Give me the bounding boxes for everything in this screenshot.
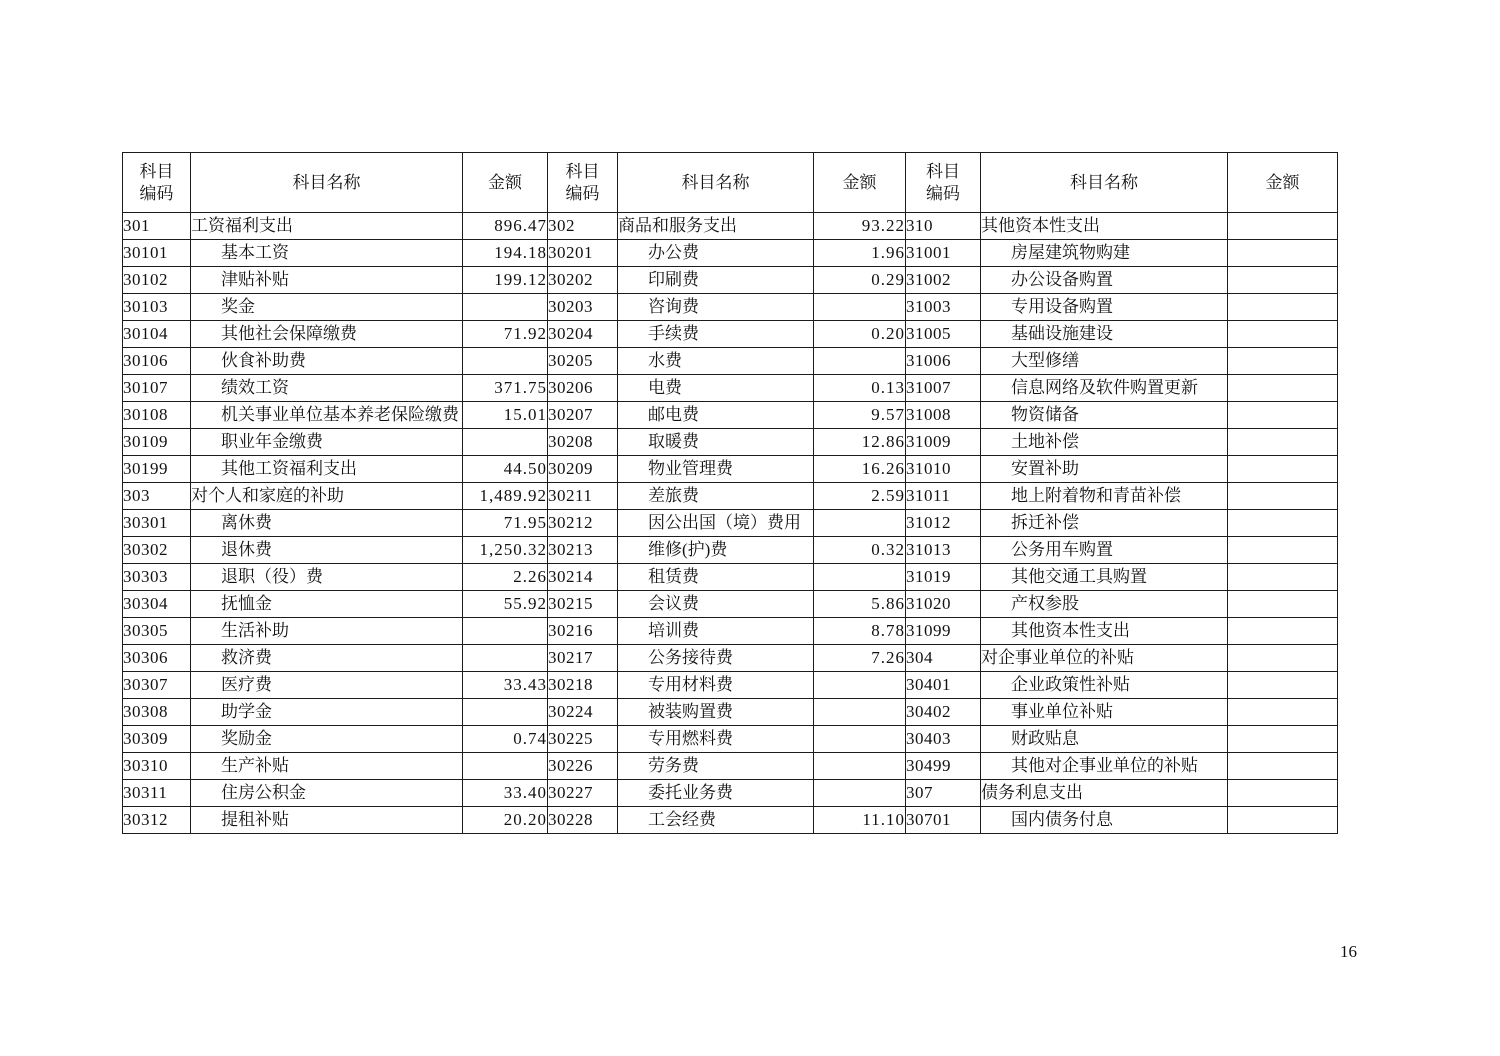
subject-code-cell: 30401 [906,672,981,699]
column-header-subject-code-2 [548,153,618,213]
subject-name-cell: 提租补贴 [191,807,463,834]
column-header-subject-name-2: 科目名称 [618,153,814,213]
amount-cell: 15.01 [463,402,548,429]
subject-name-cell: 工会经费 [618,807,814,834]
subject-code-cell: 30309 [123,726,191,753]
subject-name-cell: 基础设施建设 [981,321,1228,348]
table-row [123,726,1338,753]
subject-name-cell: 公务接待费 [618,645,814,672]
subject-name-cell: 其他资本性支出 [981,618,1228,645]
subject-code-cell: 30308 [123,699,191,726]
subject-code-cell: 30225 [548,726,618,753]
subject-name-cell: 津贴补贴 [191,267,463,294]
subject-name-cell: 其他社会保障缴费 [191,321,463,348]
table-row [123,753,1338,780]
amount-cell: 11.10 [814,807,906,834]
table-row [123,780,1338,807]
subject-name-cell: 差旅费 [618,483,814,510]
amount-cell [1228,375,1338,402]
amount-cell [1228,213,1338,240]
subject-code-cell: 30217 [548,645,618,672]
subject-code-cell: 30218 [548,672,618,699]
subject-name-cell: 手续费 [618,321,814,348]
subject-name-cell: 离休费 [191,510,463,537]
table-row [123,321,1338,348]
amount-cell: 55.92 [463,591,548,618]
subject-code-cell: 307 [906,780,981,807]
amount-cell [1228,294,1338,321]
subject-name-cell: 会议费 [618,591,814,618]
subject-code-cell: 30204 [548,321,618,348]
table-row [123,456,1338,483]
subject-name-cell: 委托业务费 [618,780,814,807]
amount-cell [1228,726,1338,753]
table-row [123,591,1338,618]
subject-code-cell: 30203 [548,294,618,321]
subject-code-cell: 30101 [123,240,191,267]
subject-code-cell: 303 [123,483,191,510]
amount-cell: 371.75 [463,375,548,402]
subject-code-cell: 31006 [906,348,981,375]
subject-code-cell: 31002 [906,267,981,294]
subject-code-cell: 30307 [123,672,191,699]
subject-name-cell: 退职（役）费 [191,564,463,591]
header-code-line1: 科目 [926,162,960,182]
amount-cell [1228,780,1338,807]
subject-name-cell: 因公出国（境）费用 [618,510,814,537]
header-code-line2: 编码 [926,183,960,203]
column-header-amount-3: 金额 [1228,153,1338,213]
subject-name-cell: 其他资本性支出 [981,213,1228,240]
subject-name-cell: 产权参股 [981,591,1228,618]
subject-name-cell: 其他工资福利支出 [191,456,463,483]
subject-name-cell: 救济费 [191,645,463,672]
subject-code-cell: 30312 [123,807,191,834]
amount-cell [814,780,906,807]
table-row [123,807,1338,834]
subject-name-cell: 医疗费 [191,672,463,699]
amount-cell [814,726,906,753]
amount-cell: 33.40 [463,780,548,807]
table-row [123,429,1338,456]
amount-cell [814,753,906,780]
subject-code-cell: 31008 [906,402,981,429]
subject-code-cell: 30306 [123,645,191,672]
subject-code-cell: 30305 [123,618,191,645]
amount-cell [463,429,548,456]
subject-name-cell: 劳务费 [618,753,814,780]
table-body [123,213,1338,834]
amount-cell [463,294,548,321]
amount-cell [463,348,548,375]
subject-code-cell: 30226 [548,753,618,780]
subject-name-cell: 退休费 [191,537,463,564]
table-row [123,348,1338,375]
subject-code-cell: 30206 [548,375,618,402]
table-row [123,618,1338,645]
subject-code-cell: 31012 [906,510,981,537]
subject-name-cell: 租赁费 [618,564,814,591]
amount-cell [463,699,548,726]
amount-cell: 20.20 [463,807,548,834]
subject-code-cell: 31003 [906,294,981,321]
subject-code-cell: 30108 [123,402,191,429]
subject-code-cell: 31099 [906,618,981,645]
subject-code-cell: 30303 [123,564,191,591]
subject-name-cell: 取暖费 [618,429,814,456]
subject-name-cell: 土地补偿 [981,429,1228,456]
subject-name-cell: 物业管理费 [618,456,814,483]
subject-code-cell: 31005 [906,321,981,348]
subject-name-cell: 拆迁补偿 [981,510,1228,537]
subject-code-cell: 301 [123,213,191,240]
subject-name-cell: 绩效工资 [191,375,463,402]
subject-code-cell: 30499 [906,753,981,780]
subject-code-cell: 30214 [548,564,618,591]
amount-cell [1228,510,1338,537]
subject-code-cell: 30205 [548,348,618,375]
amount-cell: 2.26 [463,564,548,591]
amount-cell: 9.57 [814,402,906,429]
subject-code-cell: 30227 [548,780,618,807]
column-header-subject-code-1 [123,153,191,213]
subject-name-cell: 事业单位补贴 [981,699,1228,726]
amount-cell [1228,483,1338,510]
amount-cell: 33.43 [463,672,548,699]
page-number: 16 [1340,942,1357,961]
amount-cell [1228,645,1338,672]
subject-code-cell: 304 [906,645,981,672]
amount-cell: 0.20 [814,321,906,348]
column-header-subject-name-1: 科目名称 [191,153,463,213]
amount-cell: 71.95 [463,510,548,537]
subject-name-cell: 房屋建筑物购建 [981,240,1228,267]
table-row [123,483,1338,510]
subject-code-cell: 30216 [548,618,618,645]
header-code-line2: 编码 [139,183,174,203]
amount-cell [463,753,548,780]
subject-name-cell: 奖励金 [191,726,463,753]
amount-cell [1228,564,1338,591]
subject-name-cell: 对企事业单位的补贴 [981,645,1228,672]
amount-cell: 1,489.92 [463,483,548,510]
subject-code-cell: 30211 [548,483,618,510]
subject-code-cell: 30209 [548,456,618,483]
subject-code-cell: 310 [906,213,981,240]
amount-cell: 0.29 [814,267,906,294]
subject-code-cell: 30107 [123,375,191,402]
table-row [123,564,1338,591]
subject-code-cell: 30224 [548,699,618,726]
subject-code-cell: 30104 [123,321,191,348]
subject-code-cell: 30701 [906,807,981,834]
table-row [123,267,1338,294]
subject-code-cell: 31009 [906,429,981,456]
subject-name-cell: 企业政策性补贴 [981,672,1228,699]
table-row [123,672,1338,699]
subject-name-cell: 水费 [618,348,814,375]
subject-name-cell: 被装购置费 [618,699,814,726]
subject-name-cell: 培训费 [618,618,814,645]
amount-cell: 896.47 [463,213,548,240]
amount-cell [1228,240,1338,267]
amount-cell: 44.50 [463,456,548,483]
amount-cell [1228,699,1338,726]
subject-name-cell: 公务用车购置 [981,537,1228,564]
subject-code-cell: 30301 [123,510,191,537]
subject-code-cell: 30402 [906,699,981,726]
amount-cell [1228,618,1338,645]
subject-code-cell: 30310 [123,753,191,780]
subject-name-cell: 其他对企事业单位的补贴 [981,753,1228,780]
subject-name-cell: 大型修缮 [981,348,1228,375]
subject-name-cell: 财政贴息 [981,726,1228,753]
header-row [123,153,1338,213]
header-code-line2: 编码 [565,183,600,203]
amount-cell [814,564,906,591]
amount-cell: 5.86 [814,591,906,618]
subject-code-cell: 30302 [123,537,191,564]
amount-cell [463,645,548,672]
amount-cell: 1.96 [814,240,906,267]
subject-name-cell: 伙食补助费 [191,348,463,375]
subject-name-cell: 安置补助 [981,456,1228,483]
amount-cell: 1,250.32 [463,537,548,564]
amount-cell: 7.26 [814,645,906,672]
subject-code-cell: 30201 [548,240,618,267]
subject-code-cell: 30208 [548,429,618,456]
table-row [123,645,1338,672]
amount-cell: 16.26 [814,456,906,483]
subject-code-cell: 30212 [548,510,618,537]
subject-name-cell: 咨询费 [618,294,814,321]
amount-cell: 0.13 [814,375,906,402]
subject-code-cell: 30304 [123,591,191,618]
subject-name-cell: 机关事业单位基本养老保险缴费 [191,402,463,429]
subject-name-cell: 维修(护)费 [618,537,814,564]
subject-code-cell: 31019 [906,564,981,591]
column-header-amount-2: 金额 [814,153,906,213]
subject-code-cell: 30207 [548,402,618,429]
subject-code-cell: 31010 [906,456,981,483]
amount-cell [814,348,906,375]
subject-code-cell: 31020 [906,591,981,618]
subject-name-cell: 专用材料费 [618,672,814,699]
subject-name-cell: 职业年金缴费 [191,429,463,456]
subject-name-cell: 奖金 [191,294,463,321]
subject-code-cell: 30199 [123,456,191,483]
amount-cell [814,510,906,537]
subject-name-cell: 其他交通工具购置 [981,564,1228,591]
subject-code-cell: 30103 [123,294,191,321]
amount-cell [1228,807,1338,834]
subject-name-cell: 地上附着物和青苗补偿 [981,483,1228,510]
amount-cell: 8.78 [814,618,906,645]
subject-name-cell: 印刷费 [618,267,814,294]
subject-name-cell: 办公费 [618,240,814,267]
amount-cell [1228,321,1338,348]
amount-cell [1228,348,1338,375]
amount-cell: 199.12 [463,267,548,294]
amount-cell [1228,267,1338,294]
column-header-subject-code-3 [906,153,981,213]
subject-name-cell: 助学金 [191,699,463,726]
amount-cell: 194.18 [463,240,548,267]
subject-name-cell: 办公设备购置 [981,267,1228,294]
table-header [123,153,1338,213]
subject-name-cell: 工资福利支出 [191,213,463,240]
subject-name-cell: 生产补贴 [191,753,463,780]
amount-cell [1228,591,1338,618]
amount-cell [463,618,548,645]
subject-code-cell: 30102 [123,267,191,294]
table-row [123,402,1338,429]
subject-name-cell: 生活补助 [191,618,463,645]
amount-cell: 2.59 [814,483,906,510]
amount-cell [814,699,906,726]
table-row [123,213,1338,240]
subject-code-cell: 302 [548,213,618,240]
amount-cell [1228,753,1338,780]
subject-code-cell: 31013 [906,537,981,564]
subject-name-cell: 电费 [618,375,814,402]
subject-code-cell: 31007 [906,375,981,402]
subject-code-cell: 30228 [548,807,618,834]
budget-expense-table [122,152,1338,834]
table-row [123,510,1338,537]
subject-code-cell: 31011 [906,483,981,510]
subject-name-cell: 基本工资 [191,240,463,267]
amount-cell: 93.22 [814,213,906,240]
subject-code-cell: 30213 [548,537,618,564]
subject-name-cell: 商品和服务支出 [618,213,814,240]
table-row [123,375,1338,402]
subject-name-cell: 专用燃料费 [618,726,814,753]
table-row [123,294,1338,321]
table-row [123,240,1338,267]
amount-cell [1228,402,1338,429]
subject-name-cell: 国内债务付息 [981,807,1228,834]
header-code-line1: 科目 [139,162,174,182]
subject-code-cell: 30403 [906,726,981,753]
subject-name-cell: 住房公积金 [191,780,463,807]
column-header-subject-name-3: 科目名称 [981,153,1228,213]
subject-name-cell: 信息网络及软件购置更新 [981,375,1228,402]
amount-cell: 0.74 [463,726,548,753]
amount-cell [1228,429,1338,456]
amount-cell [814,294,906,321]
table-row [123,537,1338,564]
subject-code-cell: 30106 [123,348,191,375]
amount-cell: 71.92 [463,321,548,348]
subject-name-cell: 物资储备 [981,402,1228,429]
amount-cell: 12.86 [814,429,906,456]
header-code-line1: 科目 [565,162,600,182]
subject-name-cell: 对个人和家庭的补助 [191,483,463,510]
table-row [123,699,1338,726]
subject-code-cell: 30109 [123,429,191,456]
column-header-amount-1: 金额 [463,153,548,213]
subject-name-cell: 抚恤金 [191,591,463,618]
subject-name-cell: 邮电费 [618,402,814,429]
amount-cell [814,672,906,699]
amount-cell [1228,672,1338,699]
amount-cell [1228,537,1338,564]
subject-name-cell: 专用设备购置 [981,294,1228,321]
subject-code-cell: 30215 [548,591,618,618]
amount-cell [1228,456,1338,483]
subject-code-cell: 30311 [123,780,191,807]
amount-cell: 0.32 [814,537,906,564]
subject-code-cell: 31001 [906,240,981,267]
subject-code-cell: 30202 [548,267,618,294]
subject-name-cell: 债务利息支出 [981,780,1228,807]
